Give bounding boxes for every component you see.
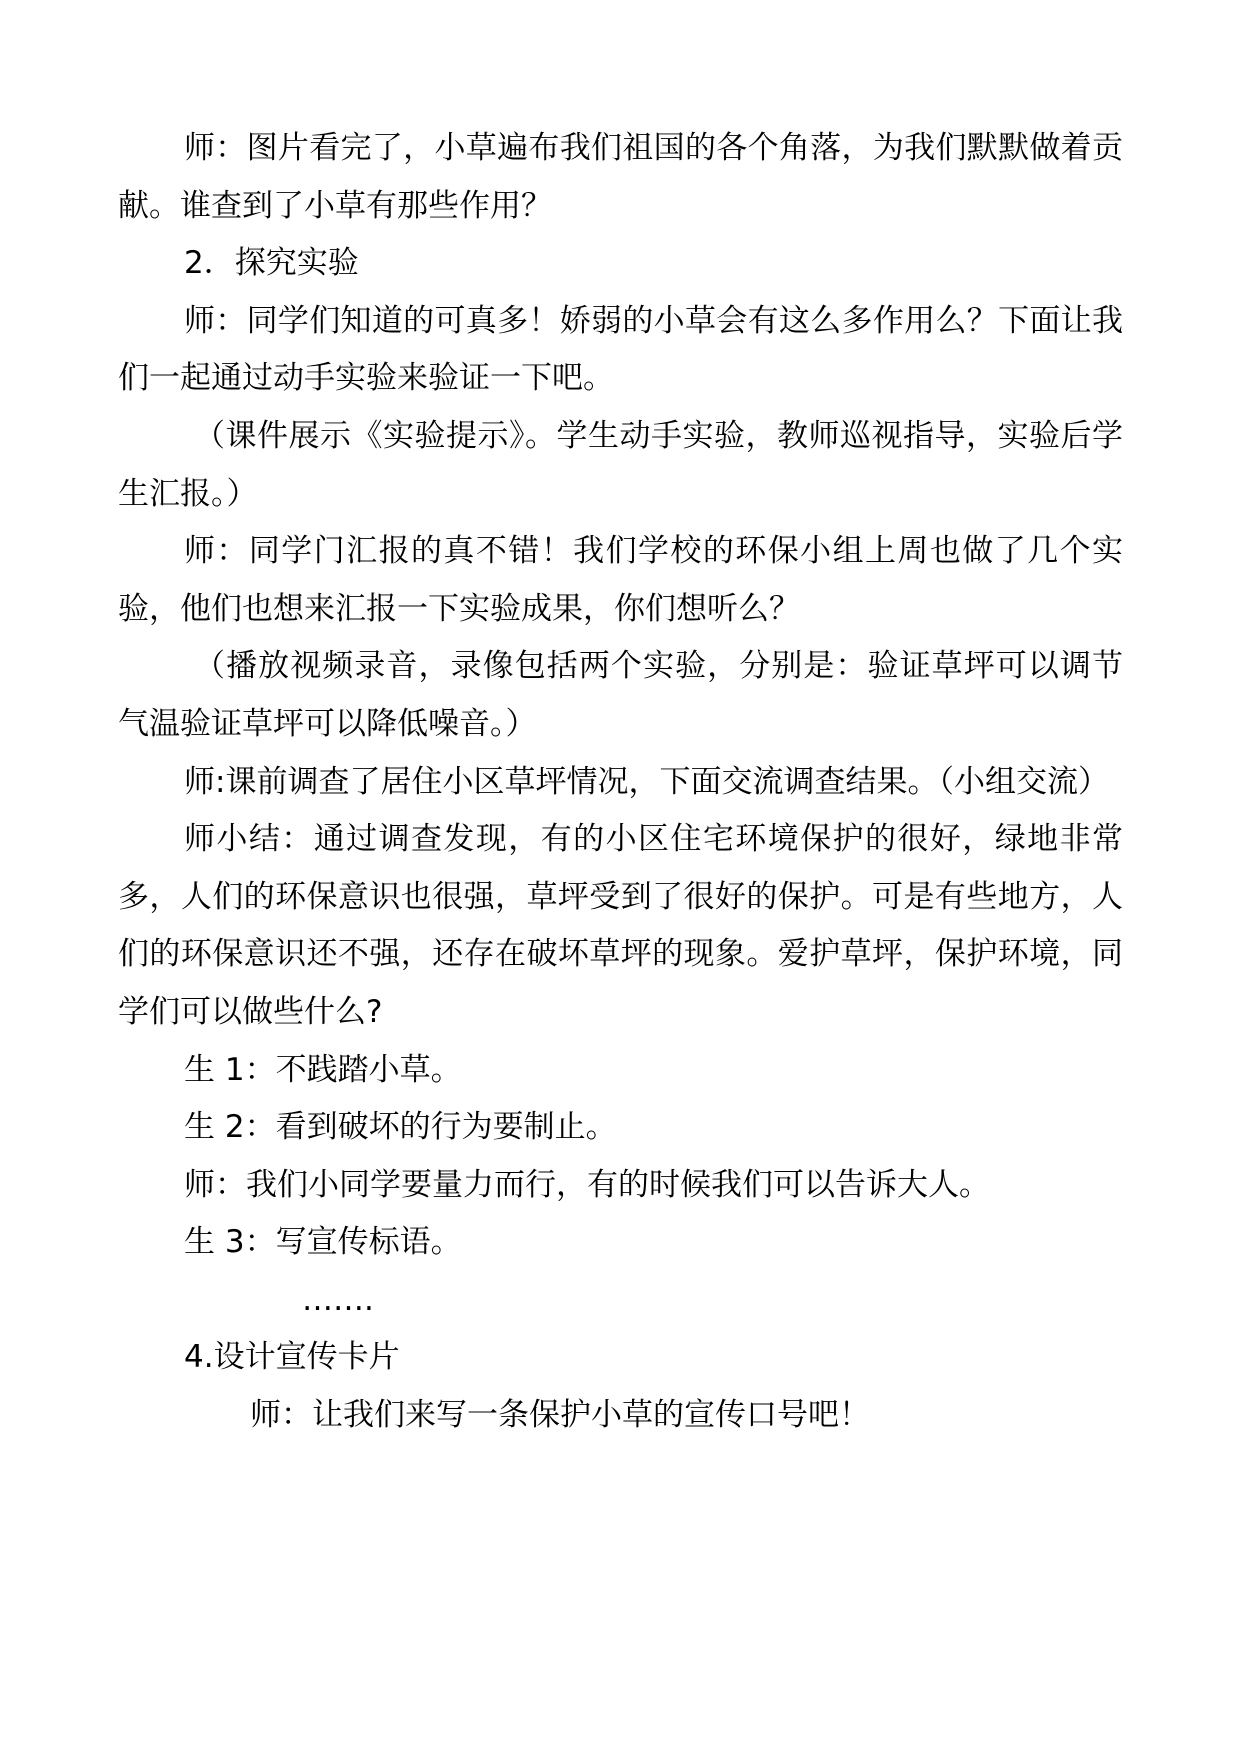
ellipsis-line: ……. (302, 1281, 374, 1318)
paragraph-student-2: 生 2：看到破坏的行为要制止。 (184, 1109, 617, 1146)
paragraph-teacher-slogan: 师：让我们来写一条保护小草的宣传口号吧！ (250, 1397, 870, 1434)
paragraph-teacher-report-praise: 师：同学门汇报的真不错！我们学校的环保小组上周也做了几个实验，他们也想来汇报一下实验成果，你们想听么？ (118, 533, 1123, 627)
paragraph-teacher-survey: 师:课前调查了居住小区草坪情况，下面交流调查结果。（小组交流） (184, 763, 1109, 800)
paragraph-teacher-advice: 师：我们小同学要量力而行，有的时候我们可以告诉大人。 (184, 1166, 990, 1203)
section-heading-design-card: 4.设计宣传卡片 (184, 1339, 400, 1376)
paragraph-teacher-pictures: 师：图片看完了，小草遍布我们祖国的各个角落，为我们默默做着贡献。谁查到了小草有那些作用？ (118, 130, 1123, 224)
paragraph-student-1: 生 1：不践踏小草。 (184, 1051, 462, 1088)
paragraph-courseware-note: （课件展示《实验提示》。学生动手实验，教师巡视指导，实验后学生汇报。） (118, 417, 1123, 512)
document-body (118, 120, 1123, 1445)
paragraph-teacher-experiment-intro: 师：同学们知道的可真多！娇弱的小草会有这么多作用么？下面让我们一起通过动手实验来验证一下吧。 (118, 302, 1123, 397)
section-heading-explore-experiment: 2．探究实验 (184, 245, 359, 282)
paragraph-student-3: 生 3：写宣传标语。 (184, 1224, 462, 1261)
paragraph-teacher-summary: 师小结：通过调查发现，有的小区住宅环境保护的很好，绿地非常多，人们的环保意识也很强，草坪受到了很好的保护。可是有些地方，人们的环保意识还不强，还存在破坏草坪的现象。爱护草坪，保护环境，同学们可以做些什么? (118, 821, 1123, 1030)
paragraph-video-note: （播放视频录音，录像包括两个实验，分别是：验证草坪可以调节气温验证草坪可以降低噪音。） (118, 648, 1123, 742)
